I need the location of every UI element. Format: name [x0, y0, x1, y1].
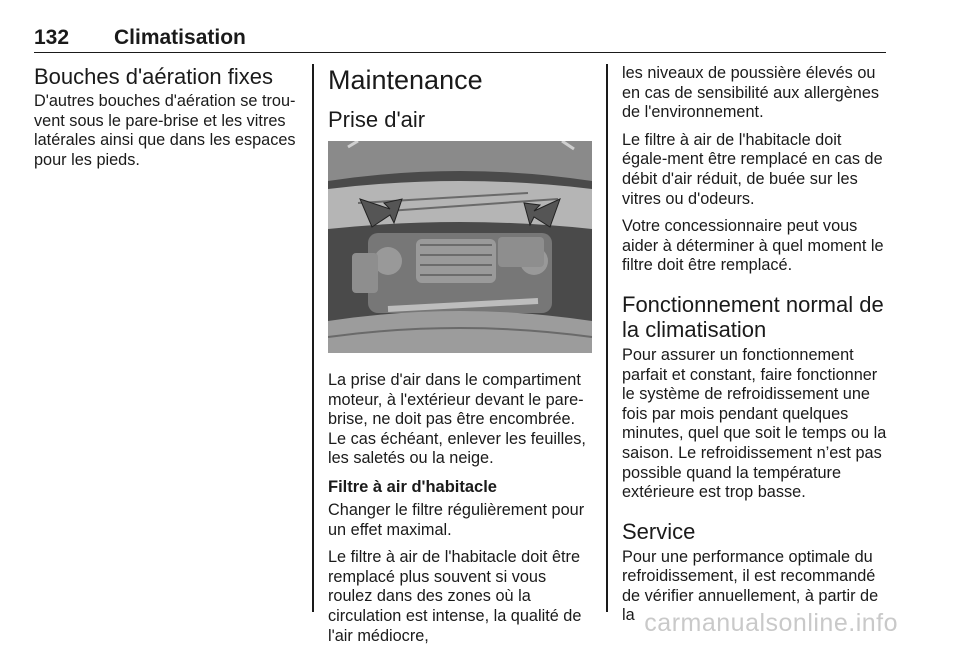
paragraph: Le filtre à air de l'habitacle doit égale-ment être remplacé en cas de débit d'air réduit, de buée sur les vitres ou d'odeurs. — [622, 130, 883, 208]
section-heading: Fonctionnement normal de la climatisation — [622, 291, 884, 342]
section-heading: Service — [622, 518, 696, 544]
column-divider — [312, 64, 314, 612]
paragraph: La prise d'air dans le compartiment moteur, à l'extérieur devant le pare-brise, ne doit pas être encombrée. Le cas échéant, enlever les feuilles, les saletés ou la neige. — [328, 371, 586, 468]
paragraph: les niveaux de poussière élevés ou en cas de sensibilité aux allergènes de l'environnement. — [622, 64, 880, 122]
section-heading: Bouches d'aération fixes — [34, 64, 274, 89]
paragraph: Le filtre à air de l'habitacle doit être remplacé plus souvent si vous roulez dans des zones où la circulation est intense, la qualité de l'air médiocre, — [328, 548, 582, 645]
engine-compartment-illustration — [328, 141, 592, 353]
column-3 — [622, 64, 888, 634]
paragraph: Changer le filtre régulièrement pour un effet maximal. — [328, 500, 585, 539]
subsection-heading: Prise d'air — [328, 107, 426, 132]
page-number: 132 — [34, 26, 70, 49]
page-header — [34, 26, 886, 53]
paragraph: Votre concessionnaire peut vous aider à déterminer à quel moment le filtre doit être remplacé. — [622, 217, 884, 275]
running-title: Climatisation — [114, 26, 246, 49]
column-1 — [34, 64, 296, 178]
subsection-heading: Filtre à air d'habitacle — [328, 477, 497, 496]
paragraph: Pour assurer un fonctionnement parfait et constant, faire fonctionner le système de refroidissement une fois par mois pendant quelques minutes, quel que soit le temps ou la saison. Le refroidissement n’est pas possible quand la température extérieure est trop basse. — [622, 345, 887, 502]
section-heading: Maintenance — [328, 65, 483, 95]
column-divider — [606, 64, 608, 612]
paragraph: D'autres bouches d'aération se trou-vent sous le pare-brise et les vitres latérales ainsi que dans les espaces pour les pieds. — [34, 92, 296, 169]
paragraph: Pour une performance optimale du refroidissement, il est recommandé de vérifier annuellement, à partir de la — [622, 547, 879, 625]
watermark: carmanualsonline.info — [644, 609, 898, 637]
column-2 — [328, 64, 592, 654]
